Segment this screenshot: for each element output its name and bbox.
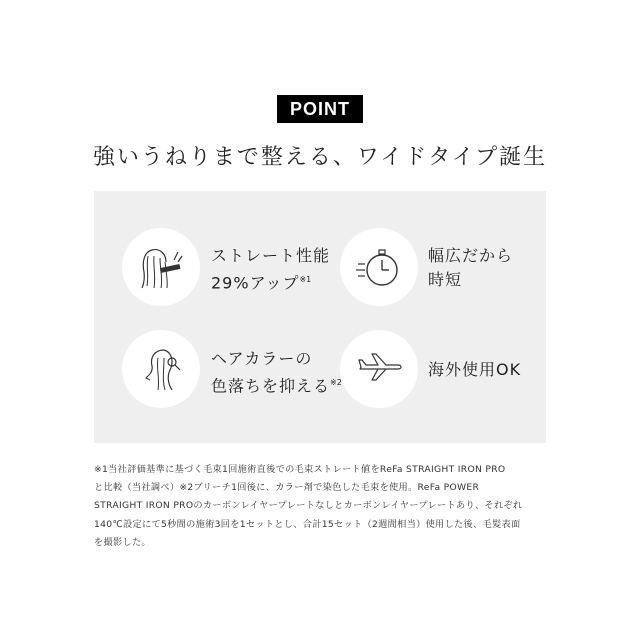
feature-line2-wrap (211, 268, 330, 295)
feature-line2: 時短 (428, 270, 463, 289)
feature-line1: 海外使用OK (428, 360, 522, 379)
feature-line1: ストレート性能 (211, 246, 331, 265)
feature-line2: 色落ちを抑える (211, 376, 331, 396)
hair-straightener-icon (134, 240, 188, 294)
feature-line2-wrap (211, 371, 342, 398)
feature-line1: ヘアカラーの (211, 349, 313, 368)
feature-text-straight (211, 244, 330, 295)
airplane-icon (352, 342, 406, 396)
feature-text-color (211, 347, 342, 398)
point-badge: POINT (277, 95, 363, 123)
feature-line2: 29%アップ (211, 273, 300, 293)
stopwatch-icon (352, 240, 406, 294)
footnote-ref: ※2 (330, 378, 342, 387)
footnote-ref: ※1 (299, 275, 312, 284)
feature-text-time (428, 244, 513, 292)
footnote-line: 140℃設定にて5秒間の施術3回を1セットとし、合計15セット（2週間相当）使用した後、毛髪表面 (94, 518, 521, 530)
feature-line1: 幅広だから (428, 246, 514, 265)
footnote-line: を撮影した。 (94, 536, 151, 548)
footnote-line: ※1当社評価基準に基づく毛束1回施術直後での毛束ストレート値をReFa STRAIGHT IRON PRO (94, 464, 506, 475)
feature-text-overseas (428, 358, 521, 382)
headline: 強いうねりまで整える、ワイドタイプ誕生 (92, 145, 548, 170)
feature-icon-circle (340, 330, 418, 408)
feature-icon-circle (122, 330, 200, 408)
hair-color-protect-icon (134, 342, 188, 396)
feature-icon-circle (340, 228, 418, 306)
footnote-line: STRAIGHT IRON PROのカーボンレイヤープレートなしとカーボンレイヤープレートあり、それぞれ (94, 500, 523, 512)
footnote-line: と比較（当社調べ）※2ブリーチ1回後に、カラー剤で染色した毛束を使用。ReFa POWER (94, 482, 480, 494)
feature-icon-circle (122, 228, 200, 306)
footnotes (94, 461, 549, 552)
